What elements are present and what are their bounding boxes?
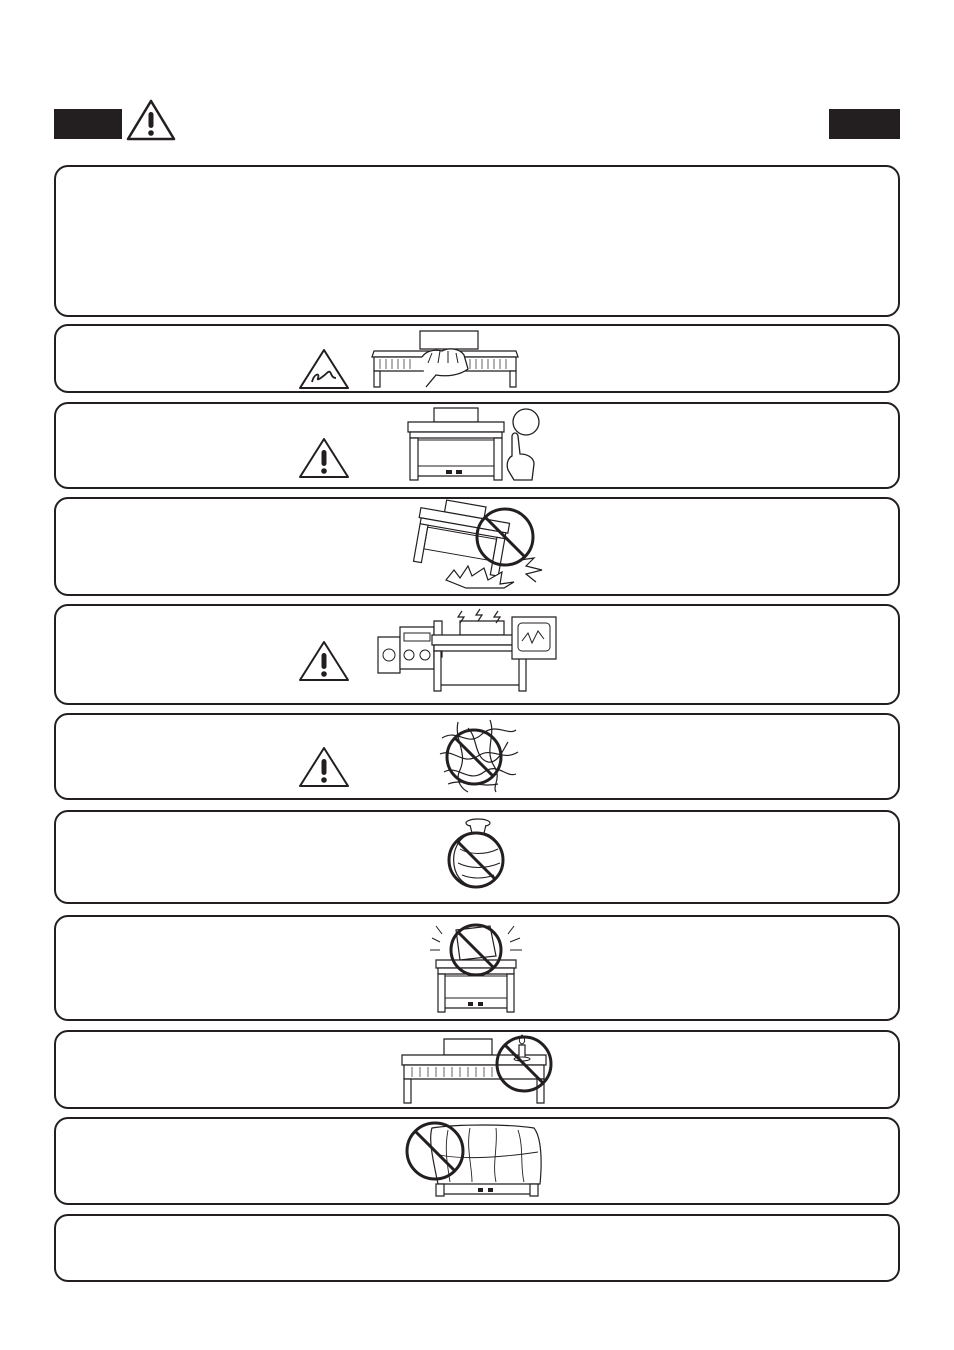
prohibition-icon: [448, 922, 504, 978]
prohibition-icon: [446, 830, 506, 890]
prohibition-icon: [474, 506, 536, 568]
stereo-and-tv-near-piano-illustration: [376, 607, 558, 695]
piano-with-finger-illustration: [404, 406, 546, 486]
prohibition-icon: [494, 1034, 554, 1094]
black-tab-right: [829, 109, 900, 139]
hot-surface-warning-icon: [298, 348, 350, 390]
warning-triangle-icon: [298, 640, 350, 682]
intro-box: [54, 165, 900, 317]
prohibition-icon: [444, 727, 504, 787]
hand-on-piano-illustration: [370, 329, 522, 389]
prohibition-icon: [404, 1120, 466, 1182]
warning-triangle-icon: [298, 437, 350, 479]
closing-box: [54, 1214, 900, 1282]
warning-triangle-icon: [126, 99, 176, 141]
black-tab-left: [54, 109, 122, 139]
warning-triangle-icon: [298, 746, 350, 788]
